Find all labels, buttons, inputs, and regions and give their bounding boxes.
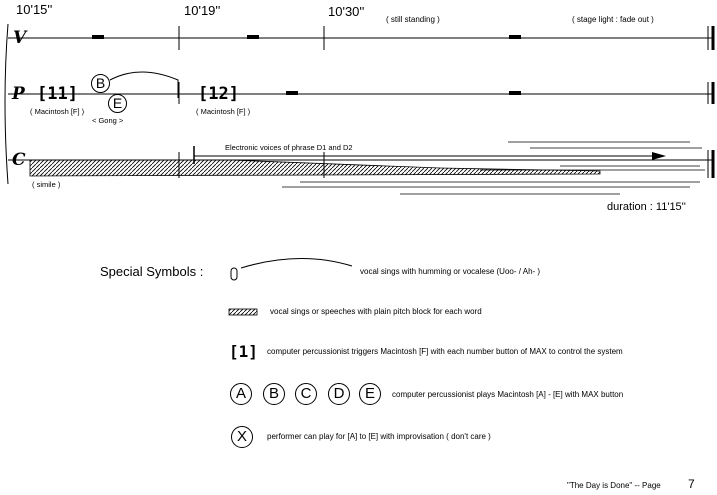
percussion-circle-b: B	[91, 74, 110, 93]
legend-circle-text: computer percussionist plays Macintosh [A] - [E] with MAX button	[392, 390, 624, 399]
percussion-cue-label-2: ( Macintosh [F] )	[196, 107, 251, 116]
legend-circle-c: C	[295, 383, 317, 405]
time-mark-1: 10'15''	[16, 2, 53, 17]
part-label-percussion: P	[12, 84, 25, 104]
annotation-still-standing: ( still standing )	[386, 15, 440, 24]
time-mark-3: 10'30''	[328, 4, 365, 19]
duration-label: duration : 11'15''	[607, 201, 686, 213]
legend-pitch-block-text: vocal sings or speeches with plain pitch block for each word	[270, 307, 482, 316]
page-number: 7	[688, 477, 695, 491]
percussion-rest-2	[509, 91, 521, 95]
voice-rest-1	[92, 35, 104, 39]
computer-pitch-block	[30, 160, 600, 176]
annotation-stage-light: ( stage light : fade out )	[572, 15, 654, 24]
legend-number-symbol: [1]	[229, 342, 258, 361]
legend-title: Special Symbols :	[100, 264, 204, 279]
part-label-computer: C	[12, 150, 26, 170]
percussion-rest-1	[286, 91, 298, 95]
part-label-voice: V	[13, 28, 27, 48]
legend-circle-a: A	[230, 383, 252, 405]
footer-title: "The Day is Done" -- Page	[567, 481, 661, 490]
legend-circle-x: X	[231, 426, 253, 448]
legend-humming-start-symbol	[231, 268, 237, 280]
percussion-cue-number-11: [11]	[37, 84, 78, 104]
legend-circle-b: B	[263, 383, 285, 405]
percussion-circle-e: E	[108, 94, 127, 113]
percussion-cue-number-12: [12]	[198, 84, 239, 104]
voice-rest-2	[247, 35, 259, 39]
legend-humming-arc	[241, 258, 352, 268]
system-brace	[5, 24, 8, 184]
electronic-voices-label: Electronic voices of phrase D1 and D2	[225, 143, 353, 152]
legend-circle-e: E	[359, 383, 381, 405]
legend-x-text: performer can play for [A] to [E] with improvisation ( don't care )	[267, 432, 491, 441]
legend-pitch-block-symbol	[229, 309, 257, 315]
legend-number-text: computer percussionist triggers Macintosh [F] with each number button of MAX to control the system	[267, 347, 623, 356]
time-mark-2: 10'19''	[184, 3, 221, 18]
legend-circle-d: D	[328, 383, 350, 405]
percussion-cue-label-1: ( Macintosh [F] )	[30, 107, 85, 116]
gong-label: < Gong >	[92, 116, 124, 125]
simile-label: ( simile )	[32, 180, 61, 189]
electronic-arrow-head	[652, 152, 666, 160]
legend-humming-text: vocal sings with humming or vocalese (Uoo- / Ah- )	[360, 267, 541, 276]
voice-rest-3	[509, 35, 521, 39]
